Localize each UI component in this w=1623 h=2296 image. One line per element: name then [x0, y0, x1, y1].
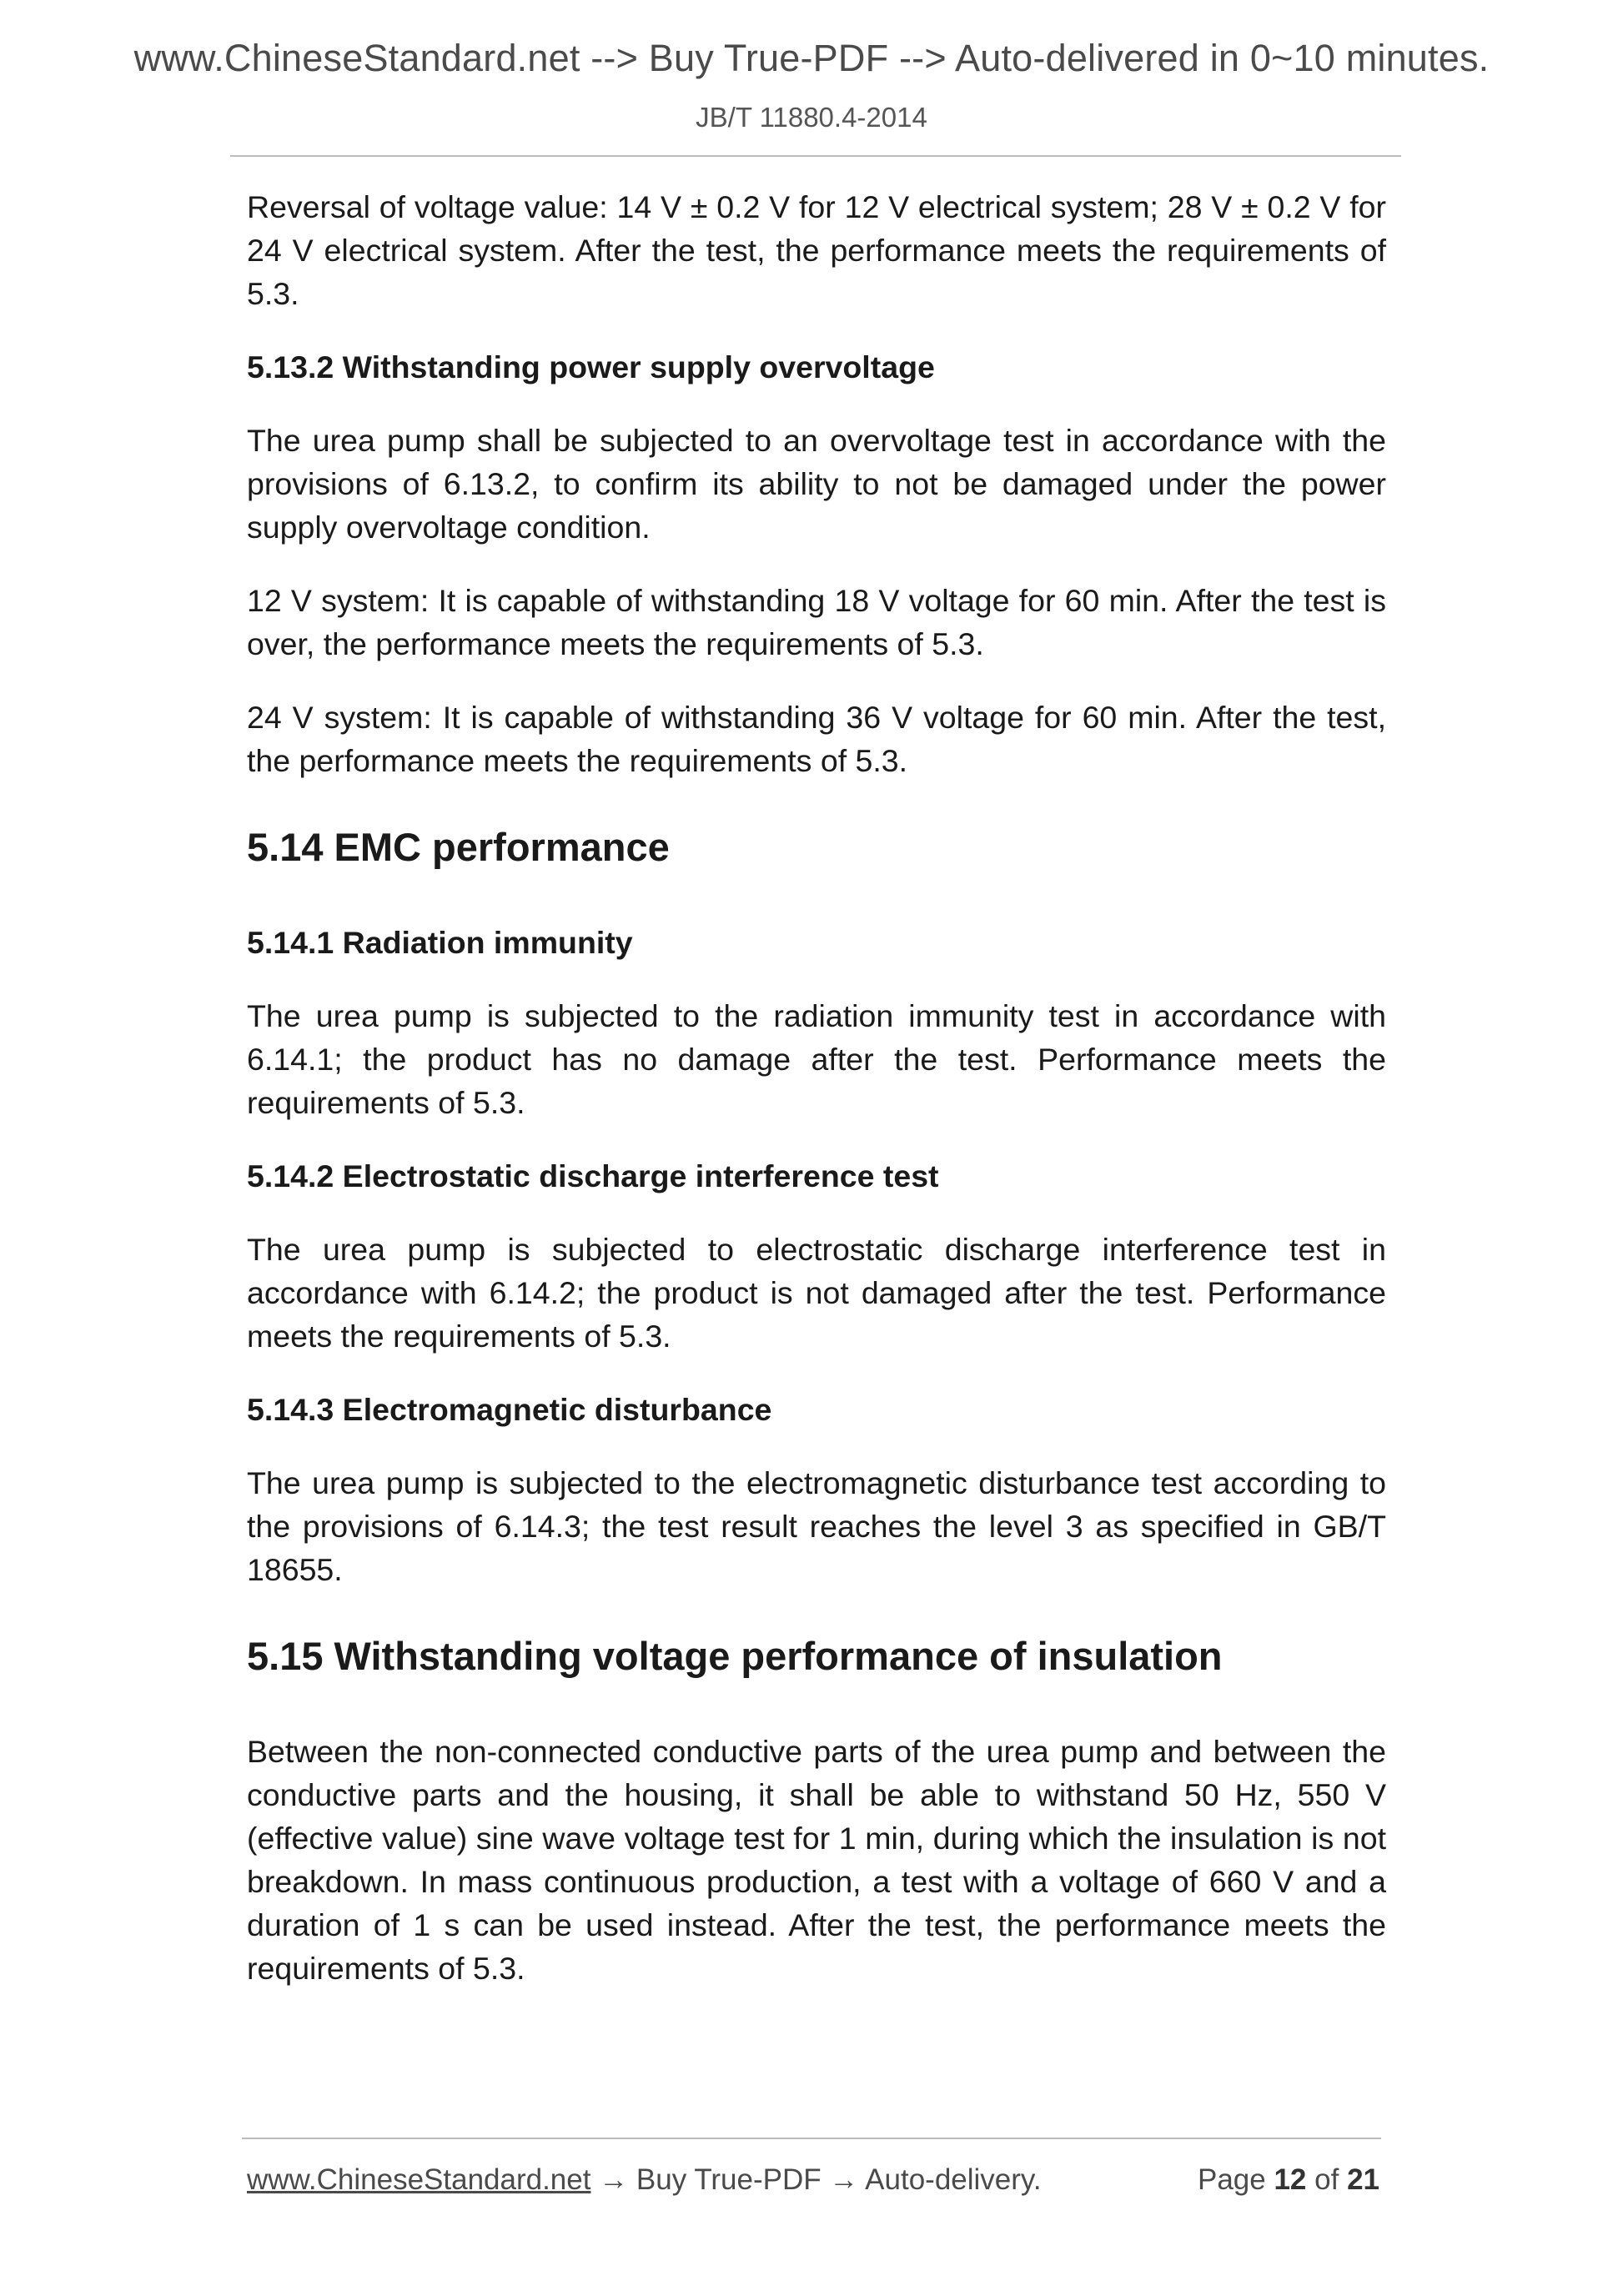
footer-divider: [242, 2138, 1381, 2139]
page-current: 12: [1274, 2163, 1307, 2196]
paragraph-5-14-1: The urea pump is subjected to the radiation immunity test in accordance with 6.14.1; the product has no damage after the test. Performance meets the requirements of 5.3.: [247, 998, 1386, 1120]
page-indicator: [1198, 2163, 1379, 2197]
page-word: Page: [1197, 2163, 1266, 2196]
site-banner: www.ChineseStandard.net --> Buy True-PDF --> Auto-delivered in 0~10 minutes.: [133, 37, 1490, 79]
of-word: of: [1314, 2163, 1339, 2196]
page-content: [247, 185, 1386, 2020]
heading-5-14-2: 5.14.2 Electrostatic discharge interference test: [247, 1158, 939, 1193]
paragraph-5-13-2-24v: 24 V system: It is capable of withstanding 36 V voltage for 60 min. After the test, the performance meets the requirements of 5.3.: [247, 700, 1386, 778]
footer-left: [247, 2163, 1042, 2197]
header-divider: [230, 155, 1401, 157]
heading-5-14: 5.14 EMC performance: [247, 825, 670, 869]
paragraph-5-14-2: The urea pump is subjected to electrostatic discharge interference test in accordance with 6.14.2; the product is not damaged after the test. Performance meets the requirements of 5.3.: [247, 1232, 1386, 1354]
paragraph-5-13-2-12v: 12 V system: It is capable of withstanding 18 V voltage for 60 min. After the test is over, the performance meets the requirements of 5.3.: [247, 583, 1386, 661]
heading-5-14-1: 5.14.1 Radiation immunity: [247, 925, 633, 960]
paragraph-reversal-voltage: Reversal of voltage value: 14 V ± 0.2 V for 12 V electrical system; 28 V ± 0.2 V for 24 V electrical system. After the test, the performance meets the requirements of 5.3.: [247, 189, 1386, 311]
heading-5-13-2: 5.13.2 Withstanding power supply overvoltage: [247, 349, 935, 384]
footer-tagline: → Buy True-PDF → Auto-delivery.: [590, 2163, 1042, 2196]
footer-site-link[interactable]: www.ChineseStandard.net: [247, 2163, 591, 2196]
paragraph-5-14-3: The urea pump is subjected to the electromagnetic disturbance test according to the provisions of 6.14.3; the test result reaches the level 3 as specified in GB/T 18655.: [247, 1465, 1386, 1587]
page-total: 21: [1347, 2163, 1379, 2196]
page-footer: [247, 2163, 1379, 2197]
paragraph-5-13-2-intro: The urea pump shall be subjected to an overvoltage test in accordance with the provisions of 6.13.2, to confirm its ability to not be damaged under the power supply overvoltage condition.: [247, 423, 1386, 545]
heading-5-15: 5.15 Withstanding voltage performance of insulation: [247, 1634, 1223, 1678]
paragraph-5-15: Between the non-connected conductive parts of the urea pump and between the conductive parts and the housing, it shall be able to withstand 50 Hz, 550 V (effective value) sine wave voltage test for 1 min, during which the insulation is not breakdown. In mass continuous production, a test with a voltage of 660 V and a duration of 1 s can be used instead. After the test, the performance meets the requirements of 5.3.: [247, 1734, 1386, 1986]
heading-5-14-3: 5.14.3 Electromagnetic disturbance: [247, 1392, 772, 1427]
document-code: JB/T 11880.4-2014: [696, 102, 927, 133]
